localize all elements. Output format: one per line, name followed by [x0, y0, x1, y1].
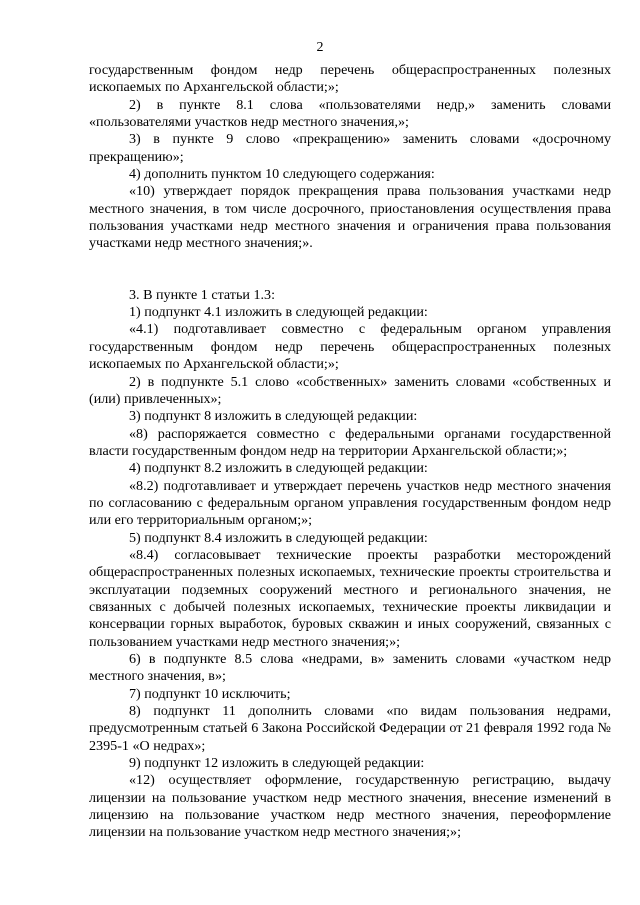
paragraph: 3) подпункт 8 изложить в следующей редакции: [129, 408, 418, 425]
paragraph: 7) подпункт 10 исключить; [129, 685, 291, 702]
page-number: 2 [316, 40, 324, 55]
paragraph: «8) распоряжается совместно с федеральными органами государственной власти государственным фондом недр на территории Архангельской области;»; [89, 425, 611, 459]
paragraph: 4) дополнить пунктом 10 следующего содержания: [129, 166, 435, 183]
paragraph: 8) подпункт 11 дополнить словами «по видам пользования недрами, предусмотренным статьей 6 Закона Российской Федерации от 21 февраля 1992 года № 2395-1 «О недрах»; [89, 703, 611, 754]
section-heading: 3. В пункте 1 статьи 1.3: [129, 286, 275, 303]
paragraph: государственным фондом недр перечень общераспространенных полезных ископаемых по Архангельской области;»; [89, 62, 611, 96]
section-spacer [89, 253, 611, 287]
paragraph: 4) подпункт 8.2 изложить в следующей редакции: [129, 460, 428, 477]
paragraph: 6) в подпункте 8.5 слова «недрами, в» заменить словами «участком недр местного значения, в»; [89, 651, 611, 685]
paragraph: «8.4) согласовывает технические проекты разработки месторождений общераспространенных полезных ископаемых, технические проекты строительства и эксплуатации подземных сооружений местного и регионального значения, не связанных с добычей полезных ископаемых, технические проекты ликвидации и консервации горных выработок, буровых скважин и иных сооружений, связанных с пользованием участками недр местного значения;»; [89, 546, 611, 650]
paragraph: 3) в пункте 9 слово «прекращению» заменить словами «досрочному прекращению»; [89, 131, 611, 165]
paragraph: 2) в пункте 8.1 слова «пользователями недр,» заменить словами «пользователями участков недр местного значения,»; [89, 96, 611, 131]
paragraph: 2) в подпункте 5.1 слово «собственных» заменить словами «собственных и (или) привлеченных»; [89, 373, 611, 407]
paragraph: «12) осуществляет оформление, государственную регистрацию, выдачу лицензии на пользование участком недр местного значения, внесение изменений в лицензию на пользование участком недр местного значения, переоформление лицензии на пользование участком недр местного значения;»; [89, 772, 611, 841]
paragraph: 9) подпункт 12 изложить в следующей редакции: [129, 755, 425, 772]
document-body [89, 62, 611, 842]
paragraph: «4.1) подготавливает совместно с федеральным органом управления государственным фондом недр перечень общераспространенных полезных ископаемых по Архангельской области;»; [89, 321, 611, 373]
paragraph: 1) подпункт 4.1 изложить в следующей редакции: [129, 304, 428, 321]
paragraph: «8.2) подготавливает и утверждает перечень участков недр местного значения по согласованию с федеральным органом управления государственным фондом недр или его территориальным органом;»; [89, 477, 611, 529]
paragraph: 5) подпункт 8.4 изложить в следующей редакции: [129, 529, 428, 546]
paragraph: «10) утверждает порядок прекращения права пользования участками недр местного значения, в том числе досрочного, приостановления осуществления права пользования участками недр местного значения и ограничения права пользования участками недр местного значения;». [89, 183, 611, 252]
